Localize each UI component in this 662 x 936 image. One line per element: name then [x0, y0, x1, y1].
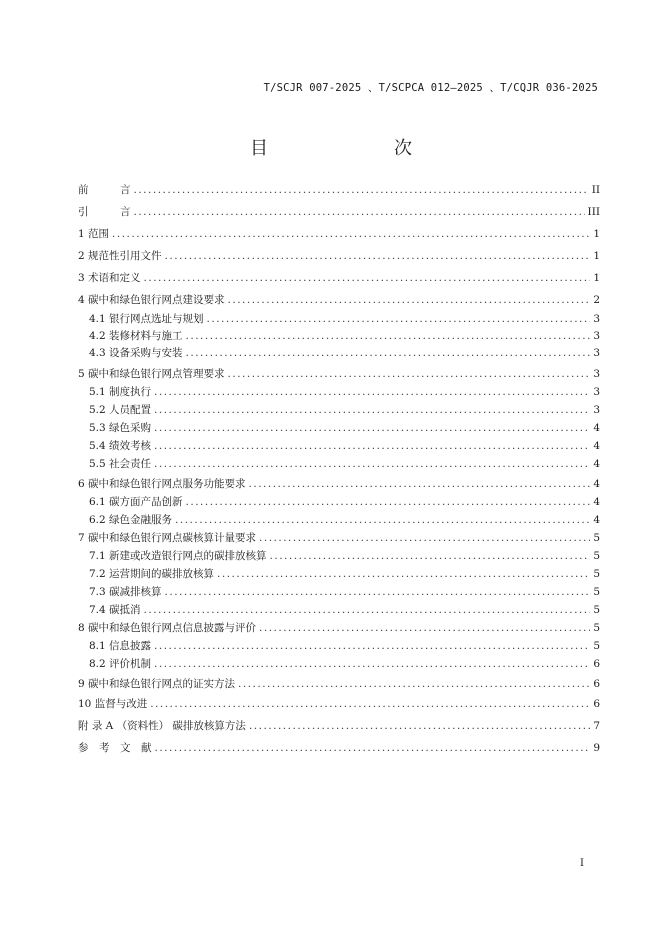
toc-title: 目 次 [250, 138, 442, 159]
standard-code: T/SCJR 007-2025 、T/SCPCA 012—2025 、T/CQJR 036-2025 [263, 82, 598, 94]
toc-entry-page: 3 [593, 404, 600, 416]
toc-entry-page: 3 [593, 368, 600, 380]
toc-entry[interactable] [78, 548, 600, 563]
toc-entry[interactable] [78, 345, 600, 360]
toc-entry[interactable] [78, 292, 600, 307]
toc-entry[interactable] [78, 226, 600, 241]
toc-entry-label: 引 言 [78, 206, 131, 218]
toc-dot-leader [134, 184, 589, 196]
toc-dot-leader [155, 742, 591, 754]
toc-entry[interactable] [78, 402, 600, 417]
toc-entry-label: 7 碳中和绿色银行网点碳核算计量要求 [78, 532, 257, 544]
toc-entry[interactable] [78, 620, 600, 635]
toc-entry-label: 7.2 运营期间的碳排放核算 [89, 568, 215, 580]
toc-entry[interactable] [78, 476, 600, 491]
toc-dot-leader [186, 330, 591, 342]
toc-dot-leader [270, 550, 591, 562]
toc-dot-leader [165, 586, 591, 598]
toc-entry-label: 9 碳中和绿色银行网点的证实方法 [78, 678, 236, 690]
toc-entry-label: 1 范围 [78, 228, 110, 240]
toc-entry-page: III [587, 206, 600, 218]
toc-entry-label: 4.2 装修材料与施工 [89, 330, 183, 342]
toc-entry-label: 7.3 碳减排核算 [89, 586, 162, 598]
toc-entry-label: 5.3 绿色采购 [89, 422, 152, 434]
toc-dot-leader [154, 422, 590, 434]
toc-entry-page: 5 [593, 622, 600, 634]
toc-dot-leader [154, 640, 590, 652]
toc-entry-label: 3 术语和定义 [78, 272, 141, 284]
toc-entry-page: 4 [593, 458, 600, 470]
toc-entry-label: 5.1 制度执行 [89, 386, 152, 398]
toc-dot-leader [154, 658, 590, 670]
toc-entry-label: 4 碳中和绿色银行网点建设要求 [78, 294, 225, 306]
toc-entry[interactable] [78, 584, 600, 599]
toc-entry-page: 4 [593, 440, 600, 452]
toc-dot-leader [186, 496, 591, 508]
toc-entry[interactable] [78, 512, 600, 527]
toc-entry-label: 5.5 社会责任 [89, 458, 152, 470]
toc-dot-leader [154, 404, 590, 416]
toc-entry[interactable] [78, 656, 600, 671]
toc-entry[interactable] [78, 602, 600, 617]
toc-entry[interactable] [78, 676, 600, 691]
toc-dot-leader [228, 294, 591, 306]
toc-entry-page: 6 [593, 658, 600, 670]
toc-entry-label: 7.4 碳抵消 [89, 604, 141, 616]
toc-entry-label: 附 录 A （资料性） 碳排放核算方法 [78, 720, 246, 732]
toc-entry-page: 5 [593, 586, 600, 598]
toc-entry[interactable] [78, 204, 600, 219]
toc-dot-leader [228, 368, 591, 380]
toc-dot-leader [249, 478, 591, 490]
toc-entry-page: 2 [593, 294, 600, 306]
toc-dot-leader [112, 228, 590, 240]
toc-entry[interactable] [78, 328, 600, 343]
toc-entry[interactable] [78, 420, 600, 435]
toc-entry-page: II [591, 184, 600, 196]
toc-dot-leader [238, 678, 590, 690]
toc-entry-page: 3 [593, 330, 600, 342]
toc-entry-label: 10 监督与改进 [78, 698, 148, 710]
toc-dot-leader [154, 440, 590, 452]
toc-dot-leader [134, 206, 585, 218]
toc-entry-page: 9 [593, 742, 600, 754]
toc-entry[interactable] [78, 566, 600, 581]
toc-dot-leader [175, 514, 590, 526]
toc-dot-leader [259, 622, 590, 634]
toc-entry[interactable] [78, 366, 600, 381]
toc-entry[interactable] [78, 311, 600, 326]
toc-entry-page: 3 [593, 313, 600, 325]
toc-entry-label: 4.3 设备采购与安装 [89, 347, 183, 359]
toc-dot-leader [186, 347, 591, 359]
toc-entry[interactable] [78, 718, 600, 733]
toc-entry-label: 5.2 人员配置 [89, 404, 152, 416]
toc-entry[interactable] [78, 530, 600, 545]
toc-entry-page: 1 [593, 272, 600, 284]
toc-entry-page: 1 [593, 250, 600, 262]
toc-entry[interactable] [78, 384, 600, 399]
toc-entry-page: 1 [593, 228, 600, 240]
toc-entry-label: 5.4 绩效考核 [89, 440, 152, 452]
toc-entry[interactable] [78, 740, 600, 755]
toc-entry-page: 7 [593, 720, 600, 732]
toc-entry-page: 5 [593, 640, 600, 652]
toc-dot-leader [150, 698, 590, 710]
toc-entry-page: 5 [593, 532, 600, 544]
toc-dot-leader [259, 532, 590, 544]
toc-entry-page: 4 [593, 478, 600, 490]
toc-dot-leader [249, 720, 590, 732]
toc-entry-label: 7.1 新建或改造银行网点的碳排放核算 [89, 550, 267, 562]
toc-entry-label: 4.1 银行网点选址与规划 [89, 313, 204, 325]
toc-entry[interactable] [78, 494, 600, 509]
toc-entry-page: 5 [593, 604, 600, 616]
toc-entry-label: 6 碳中和绿色银行网点服务功能要求 [78, 478, 246, 490]
toc-entry[interactable] [78, 638, 600, 653]
toc-entry-page: 3 [593, 386, 600, 398]
toc-entry-label: 参 考 文 献 [78, 742, 152, 754]
toc-entry[interactable] [78, 182, 600, 197]
toc-entry-label: 6.2 绿色金融服务 [89, 514, 173, 526]
toc-dot-leader [144, 272, 591, 284]
toc-entry-label: 前 言 [78, 184, 131, 196]
page-number-text: I [580, 858, 584, 869]
toc-entry[interactable] [78, 438, 600, 453]
toc-entry-page: 4 [593, 422, 600, 434]
toc-entry[interactable] [78, 696, 600, 711]
toc-entry-page: 6 [593, 698, 600, 710]
toc-dot-leader [154, 458, 590, 470]
toc-entry-page: 6 [593, 678, 600, 690]
toc-entry-label: 5 碳中和绿色银行网点管理要求 [78, 368, 225, 380]
toc-entry-label: 2 规范性引用文件 [78, 250, 162, 262]
toc-entry-page: 4 [593, 514, 600, 526]
toc-entry-page: 3 [593, 347, 600, 359]
toc-entry-label: 8 碳中和绿色银行网点信息披露与评价 [78, 622, 257, 634]
toc-entry[interactable] [78, 270, 600, 285]
toc-entry-label: 6.1 碳方面产品创新 [89, 496, 183, 508]
toc-entry-page: 4 [593, 496, 600, 508]
toc-entry-page: 5 [593, 550, 600, 562]
toc-entry[interactable] [78, 456, 600, 471]
toc-entry-page: 5 [593, 568, 600, 580]
toc-entry[interactable] [78, 248, 600, 263]
toc-dot-leader [217, 568, 590, 580]
toc-entry-label: 8.2 评价机制 [89, 658, 152, 670]
toc-dot-leader [165, 250, 591, 262]
toc-dot-leader [207, 313, 591, 325]
toc-entry-label: 8.1 信息披露 [89, 640, 152, 652]
toc-dot-leader [154, 386, 590, 398]
toc-dot-leader [144, 604, 591, 616]
